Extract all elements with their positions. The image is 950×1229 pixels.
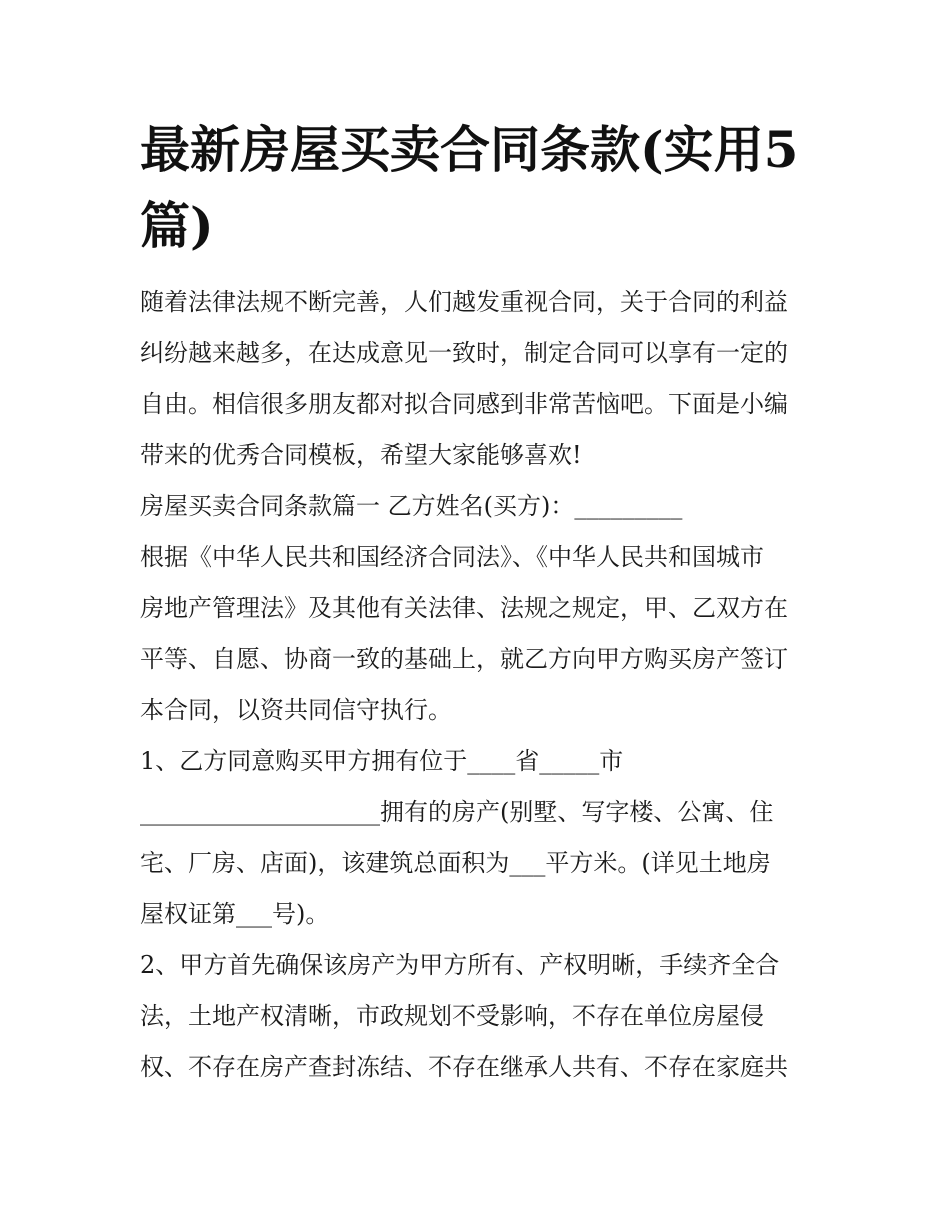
clause-line: 屋权证第___号)。 bbox=[140, 900, 330, 928]
body-line: 根据《中华人民共和国经济合同法》、《中华人民共和国城市 bbox=[140, 543, 764, 571]
clause-line: ____________________拥有的房产(别墅、写字楼、公寓、住 bbox=[140, 798, 774, 826]
body-line: 随着法律法规不断完善，人们越发重视合同，关于合同的利益 bbox=[140, 288, 788, 316]
section-heading-line: 房屋买卖合同条款篇一 乙方姓名(买方)：_________ bbox=[140, 492, 683, 520]
body-line: 带来的优秀合同模板，希望大家能够喜欢! bbox=[140, 441, 582, 469]
document-title: 最新房屋买卖合同条款(实用5篇) bbox=[140, 120, 799, 255]
clause-line: 法，土地产权清晰，市政规划不受影响，不存在单位房屋侵 bbox=[140, 1002, 764, 1030]
body-line: 房地产管理法》及其他有关法律、法规之规定，甲、乙双方在 bbox=[140, 594, 788, 622]
body-line: 本合同，以资共同信守执行。 bbox=[140, 696, 452, 724]
body-line: 自由。相信很多朋友都对拟合同感到非常苦恼吧。下面是小编 bbox=[140, 390, 788, 418]
body-line: 纠纷越来越多，在达成意见一致时，制定合同可以享有一定的 bbox=[140, 339, 788, 367]
clause-line: 2、甲方首先确保该房产为甲方所有、产权明晰，手续齐全合 bbox=[140, 951, 780, 979]
clause-line: 权、不存在房产查封冻结、不存在继承人共有、不存在家庭共 bbox=[140, 1053, 788, 1081]
clause-line: 1、乙方同意购买甲方拥有位于____省_____市 bbox=[140, 747, 624, 775]
clause-line: 宅、厂房、店面)，该建筑总面积为___平方米。(详见土地房 bbox=[140, 849, 771, 877]
body-line: 平等、自愿、协商一致的基础上，就乙方向甲方购买房产签订 bbox=[140, 645, 788, 673]
